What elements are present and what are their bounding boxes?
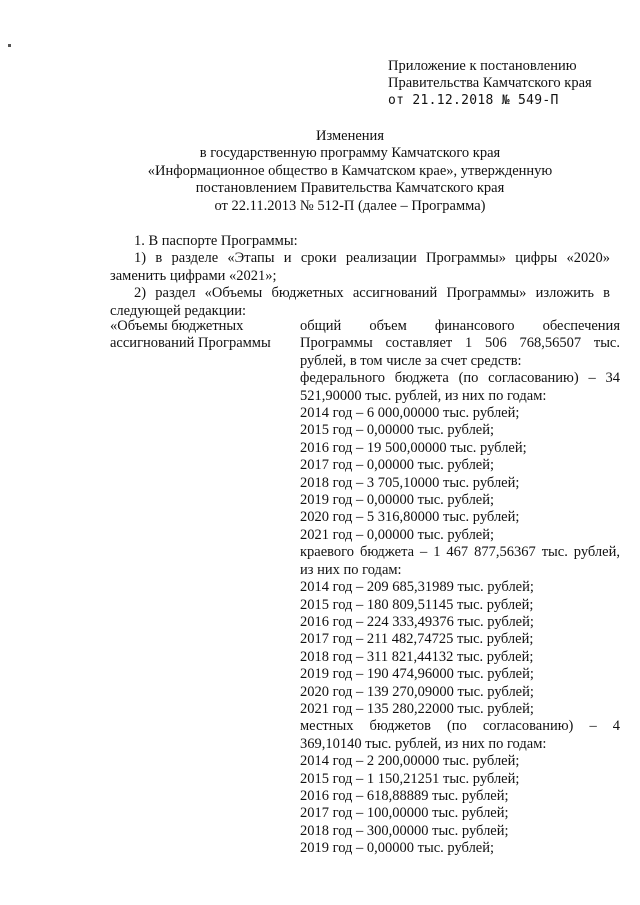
table-line: 2014 год – 209 685,31989 тыс. рублей; [300,579,534,596]
title-line-1: Изменения [316,128,384,144]
attachment-date-line: от 21.12.2018 № 549-П [388,93,559,108]
table-line: местных бюджетов (по согласованию) – 4 369,10140 тыс. рублей, из них по годам: [300,718,620,752]
table-line: общий объем финансового обеспечения Программы составляет 1 506 768,56507 тыс. рублей, в том числе за счет средств: [300,318,620,369]
table-line: 2014 год – 2 200,00000 тыс. рублей; [300,753,520,770]
title-line-4: постановлением Правительства Камчатского края [195,180,505,197]
table-line: 2015 год – 1 150,21251 тыс. рублей; [300,770,520,787]
table-line: 2016 год – 19 500,00000 тыс. рублей; [300,439,527,456]
table-label-cell: «Объемы бюджетных ассигнований Программы [110,318,271,352]
table-line: 2017 год – 211 482,74725 тыс. рублей; [300,631,534,648]
paragraph-3: 2) раздел «Объемы бюджетных ассигнований Программы» изложить в следующей редакции: [110,285,610,319]
title-line-3: «Информационное общество в Камчатском крае», утвержденную [147,162,553,179]
table-line: 2019 год – 190 474,96000 тыс. рублей; [300,666,534,683]
table-line: 2019 год – 0,00000 тыс. рублей; [300,492,495,509]
table-line: 2015 год – 180 809,51145 тыс. рублей; [300,596,534,613]
table-line: краевого бюджета – 1 467 877,56367 тыс. рублей, из них по годам: [300,544,620,578]
table-line: 2021 год – 0,00000 тыс. рублей; [300,526,495,543]
body-text [110,233,610,320]
table-value-cell [300,318,620,858]
table-line: 2016 год – 224 333,49376 тыс. рублей; [300,613,534,630]
table-line: 2019 год – 0,00000 тыс. рублей; [300,840,495,857]
table-line: 2018 год – 300,00000 тыс. рублей; [300,822,509,839]
table-line: 2020 год – 139 270,09000 тыс. рублей; [300,683,534,700]
table-line: 2014 год – 6 000,00000 тыс. рублей; [300,405,520,422]
attachment-line-1: Приложение к постановлению [388,58,577,74]
table-line: 2017 год – 100,00000 тыс. рублей; [300,805,509,822]
title-line-5: от 22.11.2013 № 512-П (далее – Программа) [214,197,486,214]
paragraph-1: 1. В паспорте Программы: [134,233,298,249]
table-line: 2015 год – 0,00000 тыс. рублей; [300,422,495,439]
attachment-line-2: Правительства Камчатского края [388,75,592,91]
table-line: 2016 год – 618,88889 тыс. рублей; [300,787,509,804]
table-line: 2020 год – 5 316,80000 тыс. рублей; [300,509,520,526]
table-line: 2021 год – 135 280,22000 тыс. рублей; [300,700,534,717]
document-title [110,128,590,215]
paragraph-2: 1) в разделе «Этапы и сроки реализации Программы» цифры «2020» заменить цифрами «2021»; [110,250,610,284]
table-line: 2018 год – 3 705,10000 тыс. рублей; [300,474,520,491]
attachment-header [388,58,592,109]
scan-mark [8,44,11,47]
table-line: федерального бюджета (по согласованию) – 34 521,90000 тыс. рублей, из них по годам: [300,370,620,404]
table-line: 2018 год – 311 821,44132 тыс. рублей; [300,648,534,665]
table-line: 2017 год – 0,00000 тыс. рублей; [300,457,495,474]
title-line-2: в государственную программу Камчатского края [199,145,501,162]
